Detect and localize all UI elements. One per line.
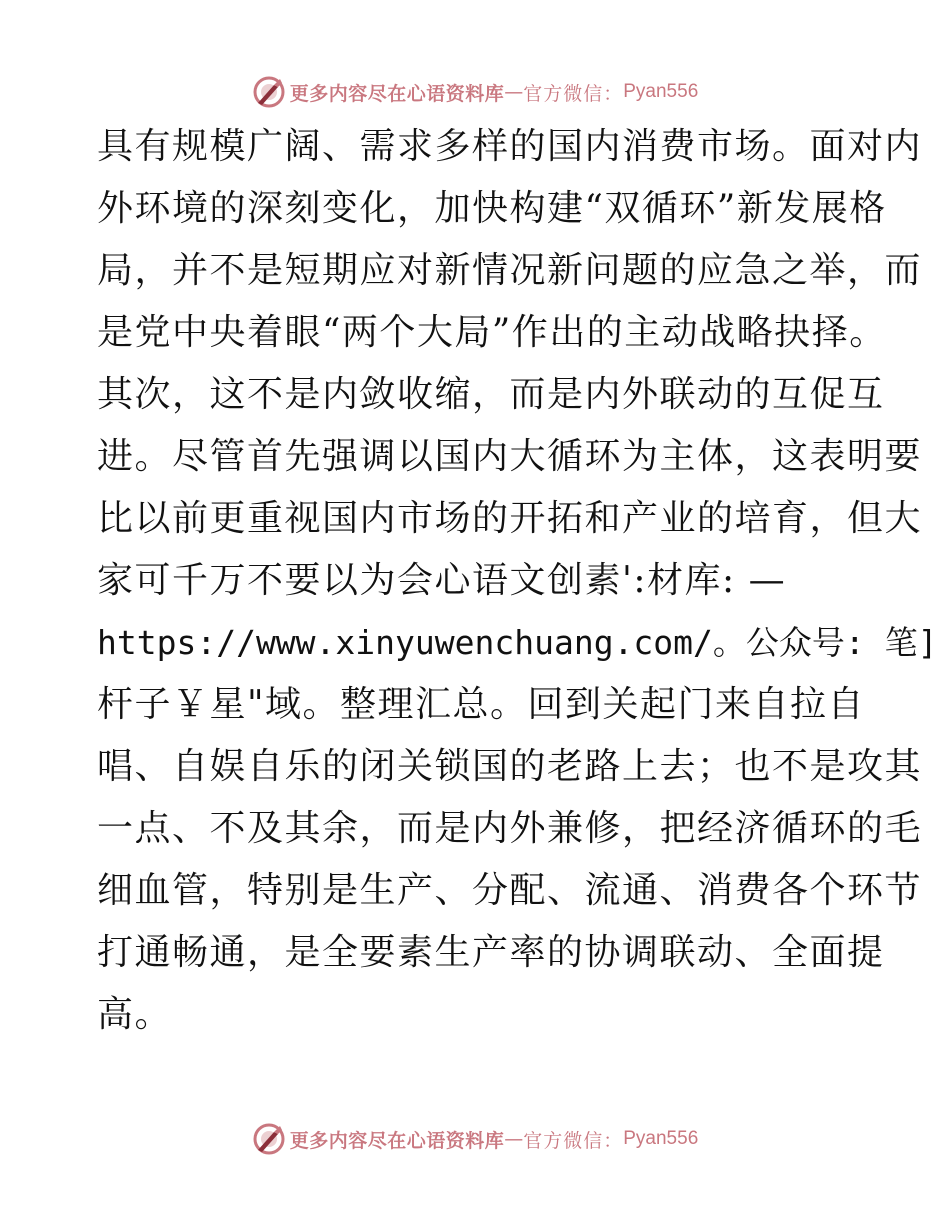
paragraph-2 xyxy=(97,364,938,1046)
text-line: 是党中央着眼“两个大局”作出的主动战略抉择。 xyxy=(97,312,887,353)
text-line: 具有规模广阔、需求多样的国内消费市场。面对内 xyxy=(97,126,923,167)
watermark-wechat-label: 官方微信： xyxy=(523,1129,624,1152)
text-line: 家可千万不要以为会心语文创素':材库: — xyxy=(97,560,787,601)
text-line: 一点、不及其余，而是内外兼修，把经济循环的毛 xyxy=(97,808,923,849)
watermark-dash: — xyxy=(504,1128,524,1150)
text-line: 进。尽管首先强调以国内大循环为主体，这表明要 xyxy=(97,436,923,477)
quill-pen-logo-icon xyxy=(252,75,286,109)
watermark-site-text: 更多内容尽在心语资料库 xyxy=(289,1129,505,1152)
header-watermark xyxy=(0,72,950,112)
text-line: 局，并不是短期应对新情况新问题的应急之举，而 xyxy=(97,250,923,291)
paragraph-1 xyxy=(97,116,923,364)
text-line: 比以前更重视国内市场的开拓和产业的培育，但大 xyxy=(97,498,923,539)
text-line: 其次，这不是内敛收缩，而是内外联动的互促互 xyxy=(97,374,885,415)
text-line: 高。 xyxy=(97,994,173,1035)
text-line: 唱、自娱自乐的闭关锁国的老路上去；也不是攻其 xyxy=(97,746,923,787)
watermark-site-text: 更多内容尽在心语资料库 xyxy=(289,82,505,105)
text-line: 外环境的深刻变化，加快构建“双循环”新发展格 xyxy=(97,188,887,229)
watermark-wechat-id: Pyan556 xyxy=(623,81,699,102)
quill-pen-logo-icon xyxy=(252,1122,286,1156)
text-line: 细血管，特别是生产、分配、流通、消费各个环节 xyxy=(97,870,923,911)
watermark-wechat-label: 官方微信： xyxy=(523,82,624,105)
text-line: 杆子￥星"域。整理汇总。回到关起门来自拉自 xyxy=(97,684,866,725)
text-line: 打通畅通，是全要素生产率的协调联动、全面提 xyxy=(97,932,885,973)
footer-watermark xyxy=(0,1119,950,1159)
watermark-dash: — xyxy=(504,81,524,103)
watermark-wechat-id: Pyan556 xyxy=(623,1128,699,1149)
text-line-url: https://www.xinyuwenchuang.com/。公众号: 笔] xyxy=(97,623,938,662)
